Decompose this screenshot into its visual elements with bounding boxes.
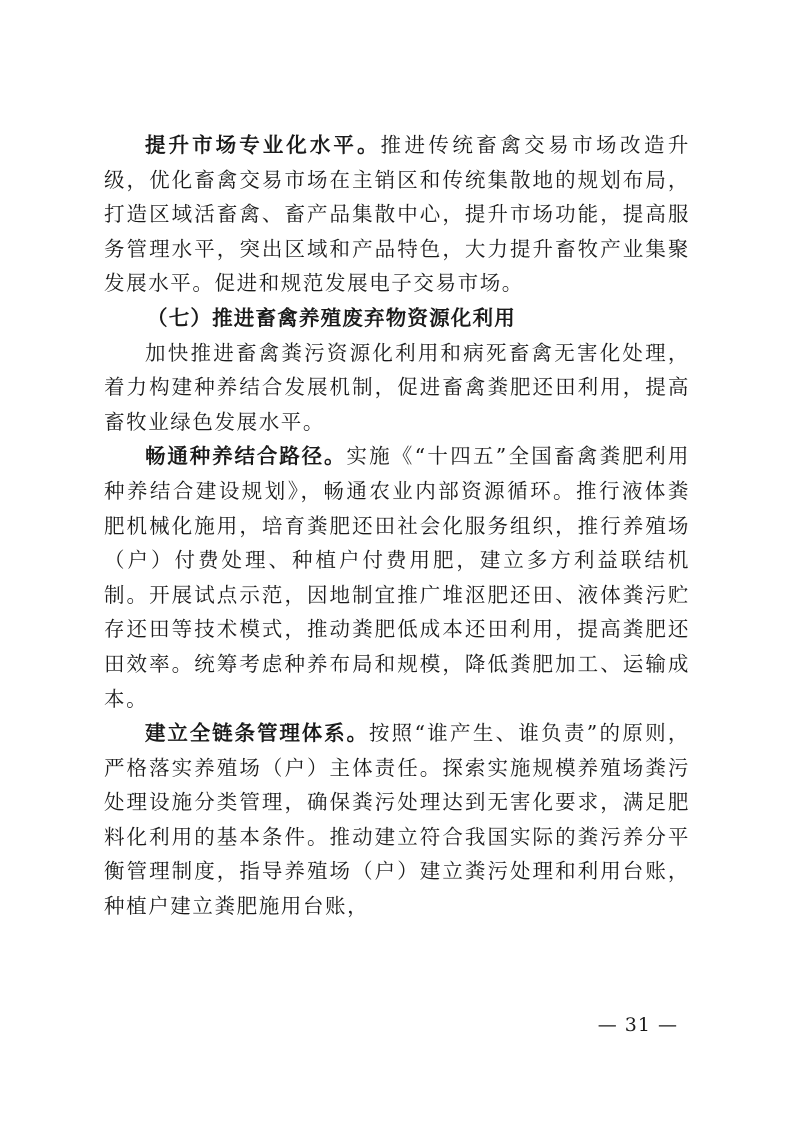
- paragraph-text: 推进传统畜禽交易市场改造升级，优化畜禽交易市场在主销区和传统集散地的规划布局，打造区域活畜禽、畜产品集散中心，提升市场功能，提高服务管理水平，突出区域和产品特色，大力提升畜牧产业集聚发展水平。促进和规范发展电子交易市场。: [104, 133, 690, 296]
- paragraph-lead: 畅通种养结合路径。: [145, 444, 347, 469]
- section-heading: （七）推进畜禽养殖废弃物资源化利用: [147, 305, 516, 330]
- paragraph-intro: [104, 336, 690, 440]
- document-body: [104, 128, 690, 924]
- paragraph-management-system: [104, 716, 690, 924]
- paragraph-lead: 建立全链条管理体系。: [145, 721, 369, 746]
- paragraph-lead: 提升市场专业化水平。: [145, 133, 381, 157]
- paragraph-market-level: [104, 128, 690, 301]
- paragraph-integration-path: [104, 439, 690, 716]
- page-number: — 31 —: [597, 1014, 678, 1036]
- paragraph-text: 加快推进畜禽粪污资源化利用和病死畜禽无害化处理，着力构建种养结合发展机制，促进畜禽粪肥还田利用，提高畜牧业绿色发展水平。: [104, 340, 690, 434]
- paragraph-text: 实施《“十四五”全国畜禽粪肥利用种养结合建设规划》，畅通农业内部资源循环。推行液体粪肥机械化施用，培育粪肥还田社会化服务组织，推行养殖场（户）付费处理、种植户付费用肥，建立多方利益联结机制。开展试点示范，因地制宜推广堆沤肥还田、液体粪污贮存还田等技术模式，推动粪肥低成本还田利用，提高粪肥还田效率。统筹考虑种养布局和规模，降低粪肥加工、运输成本。: [104, 444, 690, 711]
- paragraph-text: 按照“谁产生、谁负责”的原则，严格落实养殖场（户）主体责任。探索实施规模养殖场粪污处理设施分类管理，确保粪污处理达到无害化要求，满足肥料化利用的基本条件。推动建立符合我国实际的粪污养分平衡管理制度，指导养殖场（户）建立粪污处理和利用台账，种植户建立粪肥施用台账，: [104, 721, 690, 919]
